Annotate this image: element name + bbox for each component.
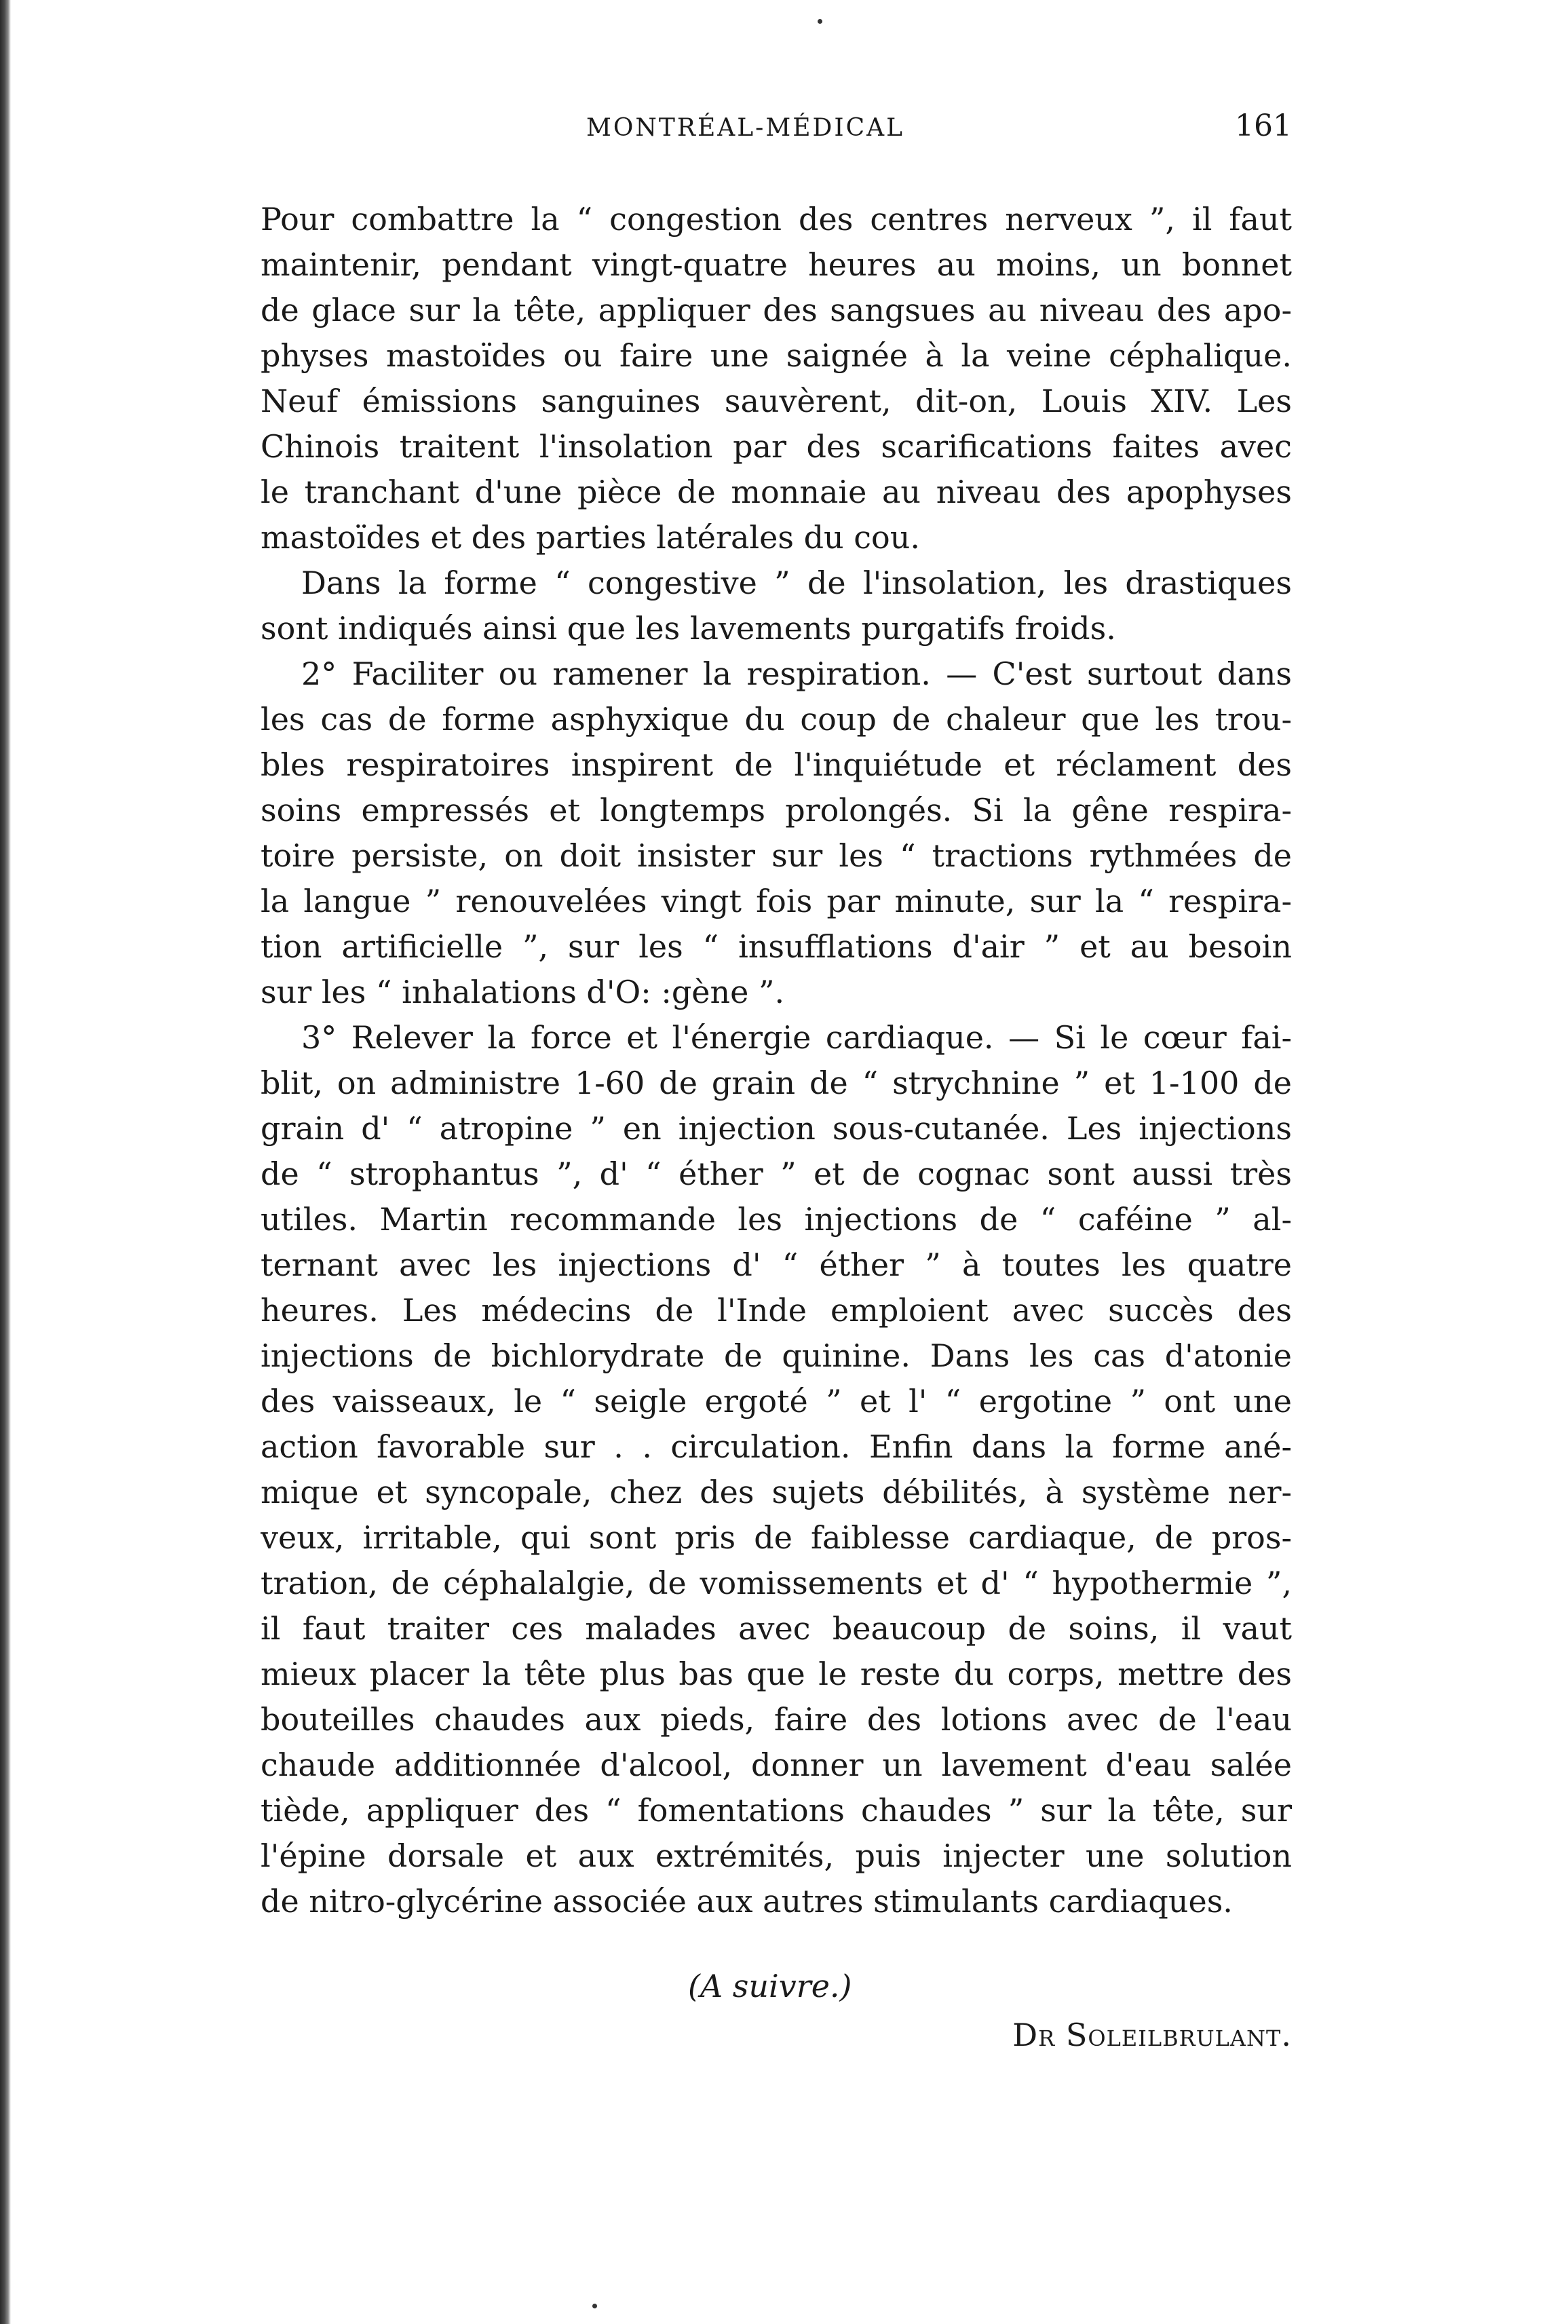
running-title: MONTRÉAL-MÉDICAL <box>586 114 905 142</box>
text-line: l'épine dorsale et aux extrémités, puis injecter une solution <box>261 1837 1292 1874</box>
book-page <box>261 0 1292 2324</box>
text-line: ternant avec les injections d' “ éther ” à toutes les quatre <box>261 1246 1292 1283</box>
text-line: de glace sur la tête, appliquer des sangsues au niveau des apo- <box>261 292 1292 328</box>
text-line: heures. Les médecins de l'Inde emploient avec succès des <box>261 1292 1292 1329</box>
text-line: mique et syncopale, chez des sujets débilités, à système ner- <box>261 1474 1292 1510</box>
text-line: le tranchant d'une pièce de monnaie au niveau des apophyses <box>261 474 1292 510</box>
text-line: grain d' “ atropine ” en injection sous-cutanée. Les injections <box>261 1110 1292 1147</box>
text-line: la langue ” renouvelées vingt fois par minute, sur la “ respira- <box>261 883 1292 919</box>
text-line: sont indiqués ainsi que les lavements purgatifs froids. <box>261 610 1116 647</box>
text-line: de nitro-glycérine associée aux autres stimulants cardiaques. <box>261 1883 1233 1920</box>
text-line: mastoïdes et des parties latérales du cou. <box>261 519 920 556</box>
to-be-continued-note: (A suivre.) <box>688 1968 852 2004</box>
print-speck <box>818 19 822 24</box>
text-line: il faut traiter ces malades avec beaucoup de soins, il vaut <box>261 1610 1292 1647</box>
text-line: bouteilles chaudes aux pieds, faire des lotions avec de l'eau <box>261 1701 1292 1738</box>
running-head <box>261 109 1292 149</box>
text-line: tion artificielle ”, sur les “ insufflations d'air ” et au besoin <box>261 928 1292 965</box>
text-line: Chinois traitent l'insolation par des scarifications faites avec <box>261 428 1292 465</box>
article-body <box>261 197 1292 1924</box>
text-line: tiède, appliquer des “ fomentations chaudes ” sur la tête, sur <box>261 1792 1292 1829</box>
text-line: soins empressés et longtemps prolongés. Si la gêne respira- <box>261 792 1292 828</box>
text-line: bles respiratoires inspirent de l'inquiétude et réclament des <box>261 746 1292 783</box>
text-line: tration, de céphalalgie, de vomissements et d' “ hypothermie ”, <box>261 1565 1292 1601</box>
text-line: injections de bichlorydrate de quinine. Dans les cas d'atonie <box>261 1337 1292 1374</box>
text-line: toire persiste, on doit insister sur les “ tractions rythmées de <box>261 837 1292 874</box>
author-signature: Dr Soleilbrulant. <box>1012 2017 1292 2053</box>
text-line: des vaisseaux, le “ seigle ergoté ” et l' “ ergotine ” ont une <box>261 1383 1292 1420</box>
article-footer <box>261 1968 1292 2103</box>
page-binding-edge <box>0 0 11 2324</box>
text-line: veux, irritable, qui sont pris de faiblesse cardiaque, de pros- <box>261 1519 1292 1556</box>
text-line: les cas de forme asphyxique du coup de chaleur que les trou- <box>261 701 1292 738</box>
page-number: 161 <box>1235 109 1292 143</box>
section-heading-cardiac: 3° Relever la force et l'énergie cardiaque. — Si le cœur fai- <box>301 1019 1292 1056</box>
text-line: action favorable sur . . circulation. Enfin dans la forme ané- <box>261 1428 1292 1465</box>
text-line: utiles. Martin recommande les injections de “ caféine ” al- <box>261 1201 1292 1238</box>
text-line: sur les “ inhalations d'O: :gène ”. <box>261 974 785 1010</box>
text-line: mieux placer la tête plus bas que le reste du corps, mettre des <box>261 1656 1292 1692</box>
text-line: Neuf émissions sanguines sauvèrent, dit-on, Louis XIV. Les <box>261 383 1292 419</box>
text-line: maintenir, pendant vingt-quatre heures au moins, un bonnet <box>261 246 1292 283</box>
text-line: de “ strophantus ”, d' “ éther ” et de cognac sont aussi très <box>261 1156 1292 1192</box>
section-heading-respiration: 2° Faciliter ou ramener la respiration. — C'est surtout dans <box>301 655 1292 692</box>
text-line: Dans la forme “ congestive ” de l'insolation, les drastiques <box>301 565 1292 601</box>
print-speck <box>592 2304 597 2308</box>
text-line: Pour combattre la “ congestion des centres nerveux ”, il faut <box>261 201 1292 237</box>
text-line: blit, on administre 1-60 de grain de “ strychnine ” et 1-100 de <box>261 1065 1292 1101</box>
text-line: chaude additionnée d'alcool, donner un lavement d'eau salée <box>261 1747 1292 1783</box>
text-line: physes mastoïdes ou faire une saignée à la veine céphalique. <box>261 337 1292 374</box>
